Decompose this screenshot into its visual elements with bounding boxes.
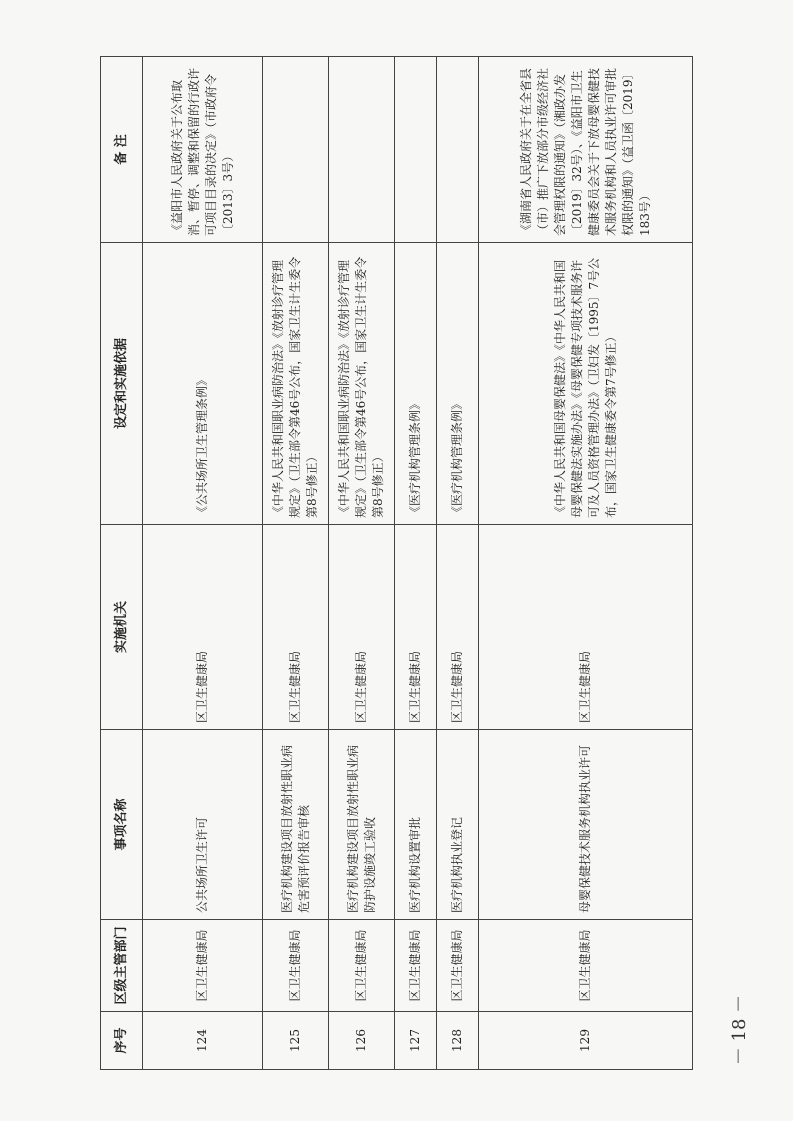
cell-basis: 《医疗机构管理条例》 bbox=[395, 243, 437, 525]
table-row bbox=[263, 57, 329, 1070]
header-basis: 设定和实施依据 bbox=[101, 243, 143, 525]
cell-no: 128 bbox=[437, 1012, 479, 1070]
cell-org: 区卫生健康局 bbox=[143, 525, 263, 730]
cell-item: 医疗机构执业登记 bbox=[437, 730, 479, 920]
cell-basis: 《公共场所卫生管理条例》 bbox=[143, 243, 263, 525]
cell-org: 区卫生健康局 bbox=[395, 525, 437, 730]
header-org: 实施机关 bbox=[101, 525, 143, 730]
cell-org: 区卫生健康局 bbox=[479, 525, 693, 730]
cell-org: 区卫生健康局 bbox=[329, 525, 395, 730]
header-item: 事项名称 bbox=[101, 730, 143, 920]
cell-dept: 区卫生健康局 bbox=[263, 920, 329, 1012]
table-row bbox=[329, 57, 395, 1070]
cell-org: 区卫生健康局 bbox=[263, 525, 329, 730]
cell-basis: 《中华人民共和国母婴保健法》《中华人民共和国母婴保健法实施办法》《母婴保健专项技术服务许可及人员资格管理办法》（卫妇发〔1995〕7号公布，国家卫生健康委令第7号修正） bbox=[479, 243, 693, 525]
cell-dept: 区卫生健康局 bbox=[329, 920, 395, 1012]
cell-no: 125 bbox=[263, 1012, 329, 1070]
table-container bbox=[100, 57, 692, 1070]
cell-basis: 《中华人民共和国职业病防治法》《放射诊疗管理规定》（卫生部令第46号公布，国家卫生计生委令第8号修正） bbox=[263, 243, 329, 525]
cell-no: 124 bbox=[143, 1012, 263, 1070]
cell-no: 126 bbox=[329, 1012, 395, 1070]
cell-dept: 区卫生健康局 bbox=[395, 920, 437, 1012]
cell-dept: 区卫生健康局 bbox=[479, 920, 693, 1012]
cell-note: 《湖南省人民政府关于在全省县（市）推广下放部分市级经济社会管理权限的通知》（湘政办发〔2019〕32号）、《益阳市卫生健康委员会关于下放母婴保健技术服务机构和人员执业许可审批权限的通知》（益卫函〔2019〕183号） bbox=[479, 57, 693, 243]
header-dept: 区级主管部门 bbox=[101, 920, 143, 1012]
cell-item: 医疗机构设置审批 bbox=[395, 730, 437, 920]
cell-note bbox=[437, 57, 479, 243]
header-no: 序号 bbox=[101, 1012, 143, 1070]
cell-note: 《益阳市人民政府关于公布取消、暂停、调整和保留的行政许可项目目录的决定》（市政府令〔2013〕3号） bbox=[143, 57, 263, 243]
header-note: 备 注 bbox=[101, 57, 143, 243]
rotated-table bbox=[100, 57, 692, 1070]
cell-note bbox=[395, 57, 437, 243]
table-row bbox=[437, 57, 479, 1070]
table-row bbox=[143, 57, 263, 1070]
cell-item: 医疗机构建设项目放射性职业病防护设施竣工验收 bbox=[329, 730, 395, 920]
page-number bbox=[718, 994, 758, 1066]
cell-dept: 区卫生健康局 bbox=[143, 920, 263, 1012]
table-row bbox=[395, 57, 437, 1070]
cell-basis: 《中华人民共和国职业病防治法》《放射诊疗管理规定》（卫生部令第46号公布，国家卫生计生委令第8号修正） bbox=[329, 243, 395, 525]
permit-table bbox=[100, 56, 693, 1070]
cell-item: 公共场所卫生许可 bbox=[143, 730, 263, 920]
cell-no: 129 bbox=[479, 1012, 693, 1070]
cell-item: 母婴保健技术服务机构执业许可 bbox=[479, 730, 693, 920]
cell-basis: 《医疗机构管理条例》 bbox=[437, 243, 479, 525]
cell-note bbox=[263, 57, 329, 243]
cell-note bbox=[329, 57, 395, 243]
page-number-text: － 18 － bbox=[729, 994, 751, 1066]
table-row bbox=[479, 57, 693, 1070]
cell-item: 医疗机构建设项目放射性职业病危害预评价报告审核 bbox=[263, 730, 329, 920]
cell-dept: 区卫生健康局 bbox=[437, 920, 479, 1012]
cell-org: 区卫生健康局 bbox=[437, 525, 479, 730]
table-header-row bbox=[101, 57, 143, 1070]
cell-no: 127 bbox=[395, 1012, 437, 1070]
